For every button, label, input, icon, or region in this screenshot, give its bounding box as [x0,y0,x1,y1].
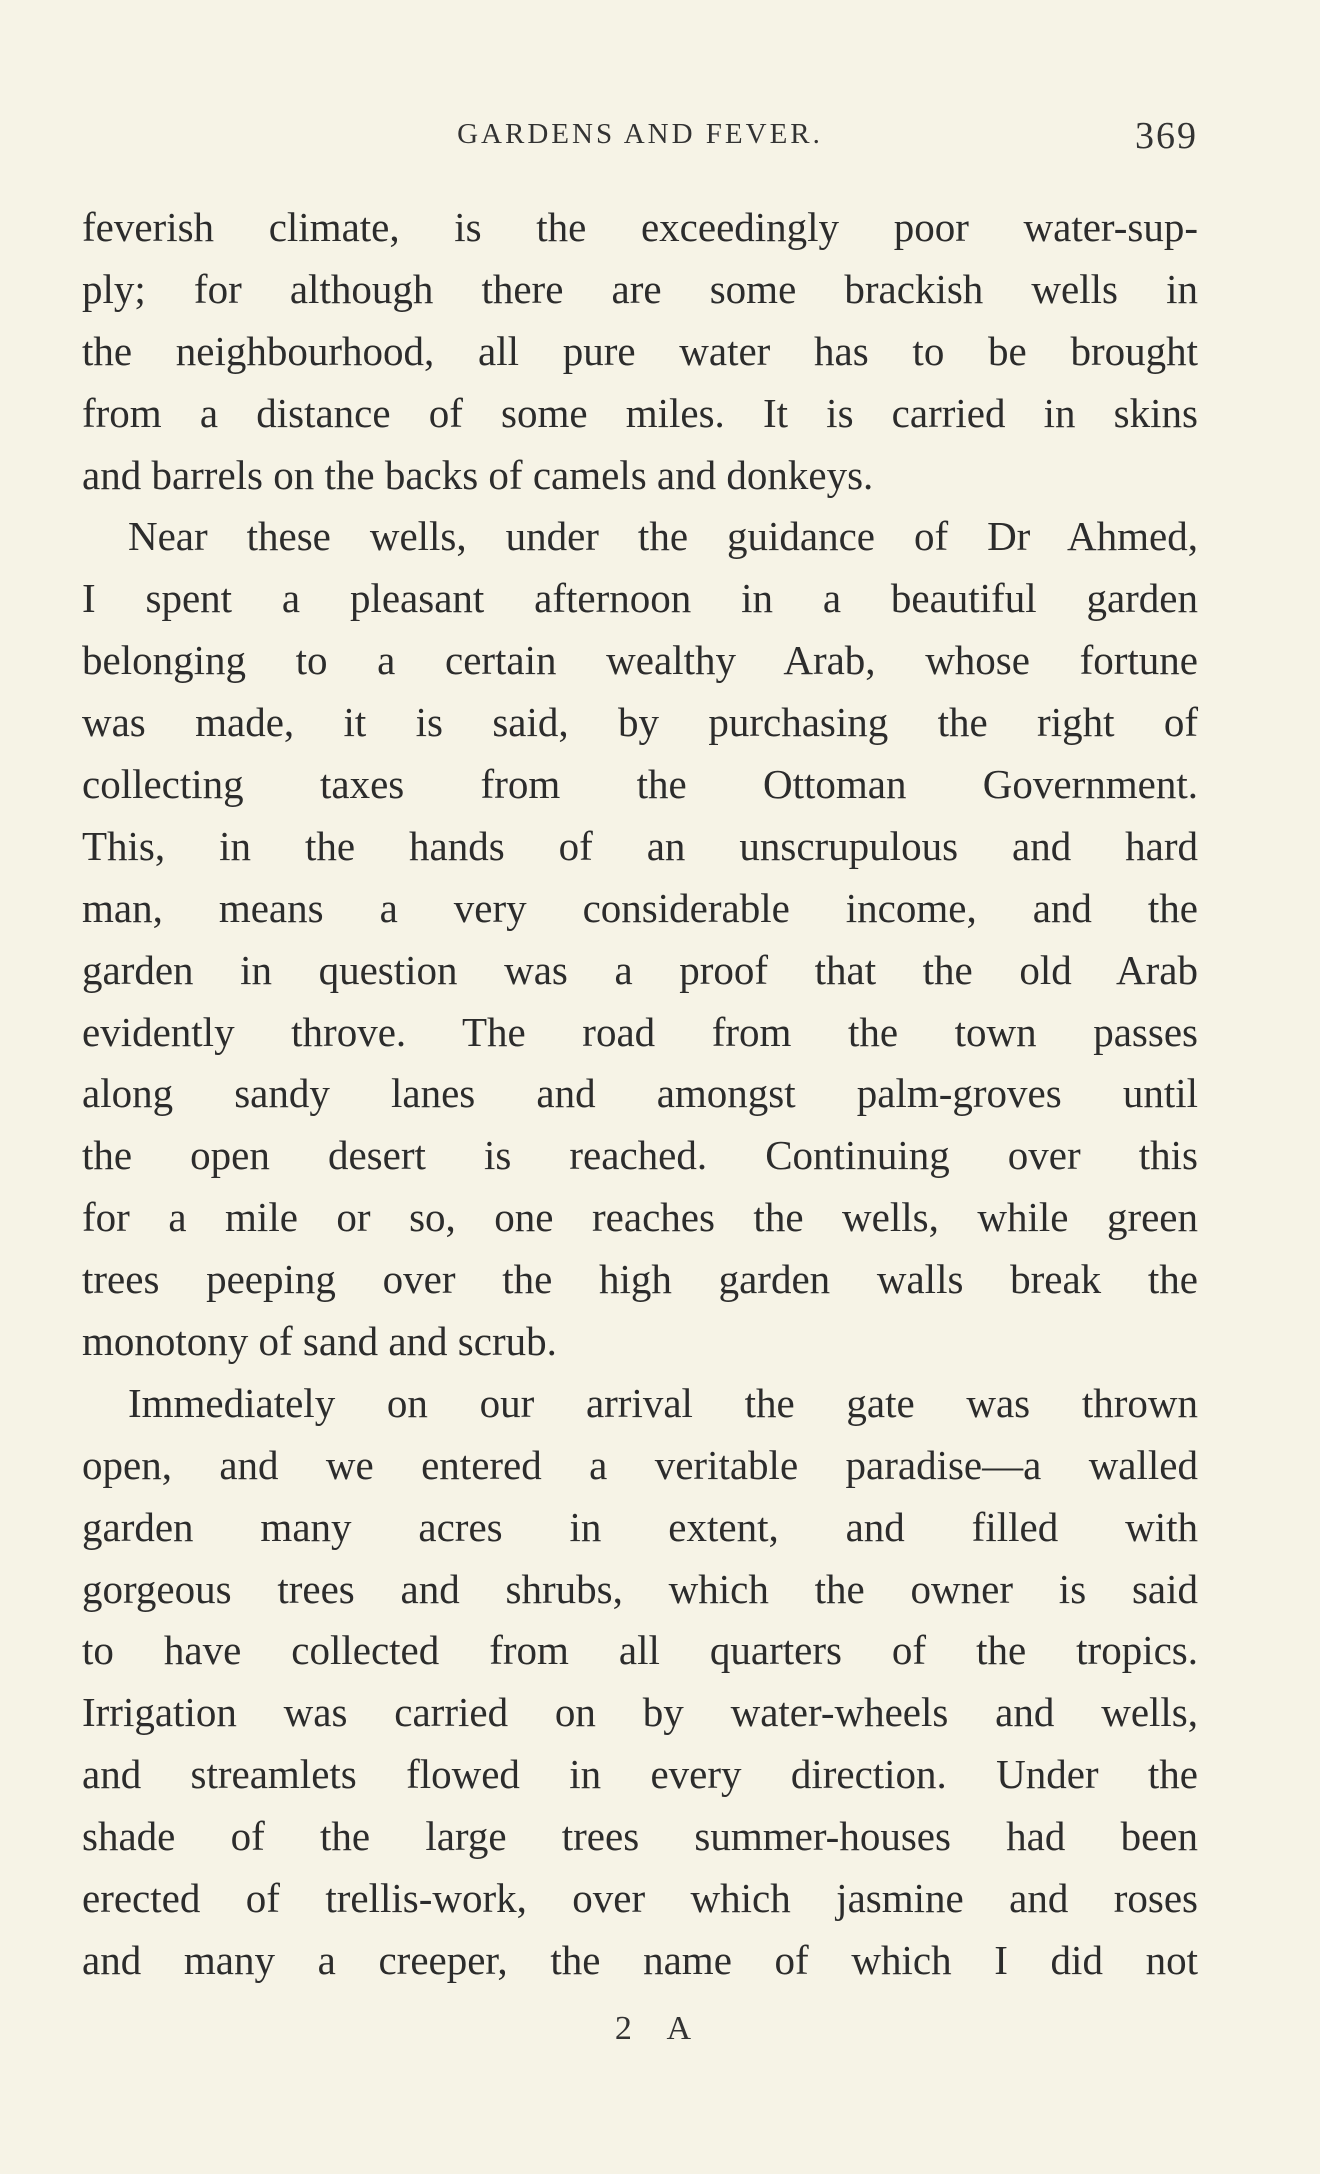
signature-mark: 2 A [614,2010,706,2047]
text-line: the open desert is reached. Continuing over this [82,1132,1198,1179]
paragraph-start-line: Near these wells, under the guidance of Dr Ahmed, [128,513,1198,560]
text-line: and many a creeper, the name of which I did not [82,1936,1198,1983]
text-line: Irrigation was carried on by water-wheels and wells, [82,1689,1198,1736]
text-line: from a distance of some miles. It is carried in skins [82,389,1198,436]
text-line: open, and we entered a veritable paradise—a walled [82,1441,1198,1488]
text-line: trees peeping over the high garden walls break the [82,1256,1198,1303]
paragraph-end-line: and barrels on the backs of camels and donkeys. [82,451,874,498]
paragraph-start-line: Immediately on our arrival the gate was thrown [128,1379,1198,1426]
text-line: collecting taxes from the Ottoman Government. [82,761,1198,808]
text-line: the neighbourhood, all pure water has to be brought [82,327,1198,374]
text-line: and streamlets flowed in every direction. Under the [82,1751,1198,1798]
text-line: evidently throve. The road from the town passes [82,1008,1198,1055]
text-line: to have collected from all quarters of the tropics. [82,1627,1198,1674]
text-line: I spent a pleasant afternoon in a beautiful garden [82,575,1198,622]
running-head [82,115,1198,168]
text-line: man, means a very considerable income, and the [82,884,1198,931]
text-line: belonging to a certain wealthy Arab, whose fortune [82,637,1198,684]
text-line: along sandy lanes and amongst palm-groves until [82,1070,1198,1117]
running-title: GARDENS AND FEVER. [457,118,823,150]
text-line: garden in question was a proof that the old Arab [82,946,1198,993]
page-number: 369 [1135,115,1198,157]
text-line: ply; for although there are some brackish wells in [82,265,1198,312]
text-line: was made, it is said, by purchasing the right of [82,699,1198,746]
text-line: shade of the large trees summer-houses had been [82,1813,1198,1860]
paragraph-end-line: monotony of sand and scrub. [82,1318,557,1365]
text-line: for a mile or so, one reaches the wells, while green [82,1194,1198,1241]
text-line: gorgeous trees and shrubs, which the owner is said [82,1565,1198,1612]
text-line: garden many acres in extent, and filled with [82,1503,1198,1550]
text-line: erected of trellis-work, over which jasmine and roses [82,1875,1198,1922]
text-line: feverish climate, is the exceedingly poor water-sup- [82,204,1198,250]
text-line: This, in the hands of an unscrupulous and hard [82,822,1198,869]
body-text [82,197,1198,1992]
